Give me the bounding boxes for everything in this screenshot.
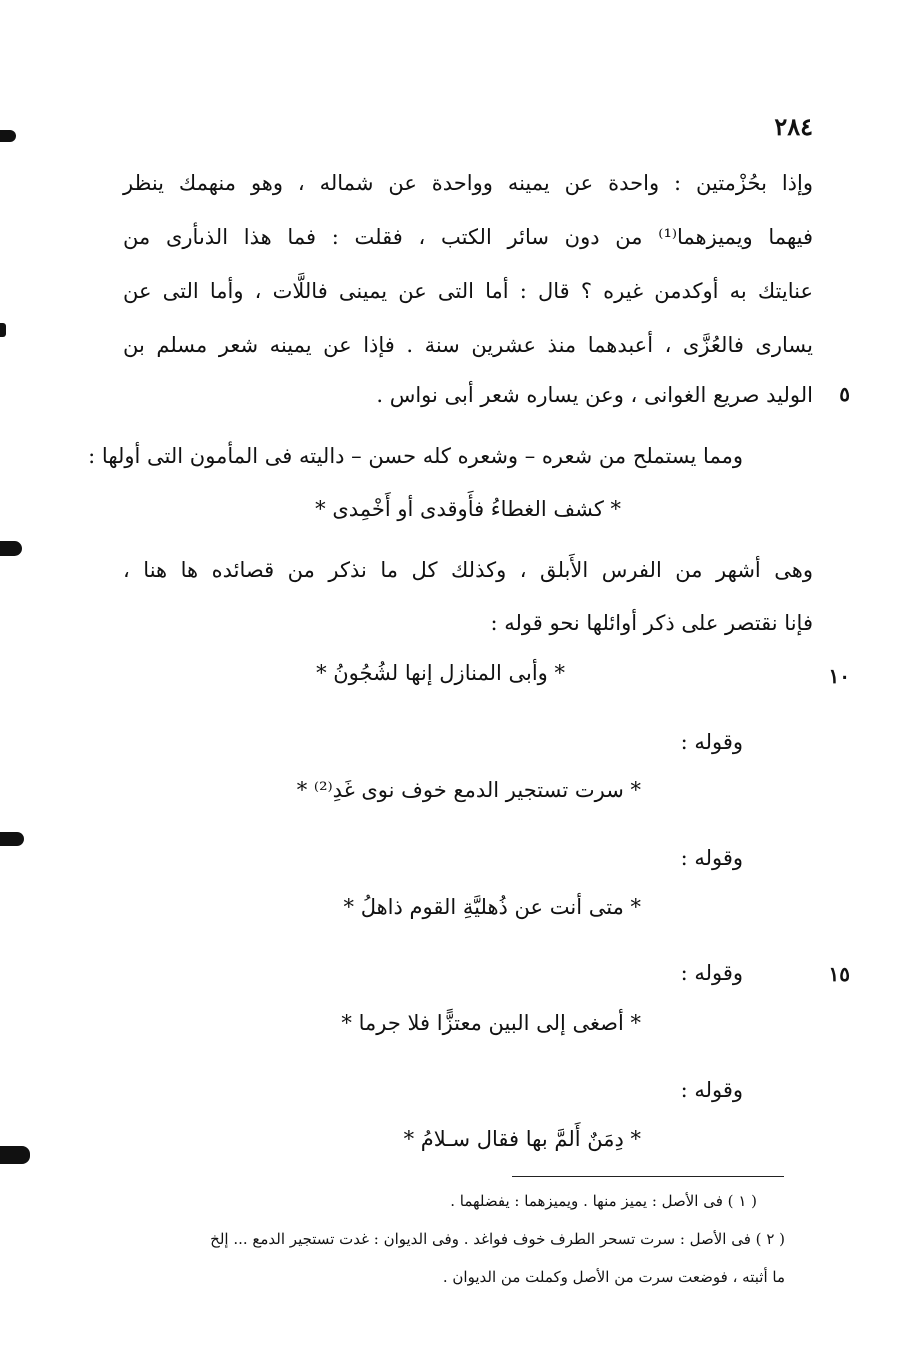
paragraph-3-line-2: فإنا نقتصر على ذكر أوائلها نحو قوله : bbox=[490, 611, 813, 635]
footnote-2: ( ٢ ) فى الأصل : سرت تسحر الطرف خوف فواغد . وفى الديوان : غدت تستجير الدمع ... إلخ bbox=[210, 1230, 785, 1248]
footnote-separator bbox=[512, 1176, 784, 1177]
page-number: ٢٨٤ bbox=[774, 112, 813, 141]
paragraph-1-line-5: الوليد صريع الغوانى ، وعن يساره شعر أبى نواس . bbox=[376, 383, 813, 407]
label-qawluh-3: وقوله : bbox=[680, 961, 743, 985]
scan-margin-mark bbox=[0, 541, 22, 556]
line-number-10: ١٠ bbox=[828, 664, 850, 688]
verse-6: * دِمَنٌ أَلمَّ بها فقال سـلامُ * bbox=[403, 1127, 641, 1151]
label-qawluh-4: وقوله : bbox=[680, 1078, 743, 1102]
paragraph-1-line-4: يسارى فالعُزَّى ، أعبدهما منذ عشرين سنة . فإذا عن يمينه شعر مسلم بن bbox=[123, 333, 813, 357]
verse-5: * أصغى إلى البين معتزًّا فلا جرما * bbox=[341, 1011, 641, 1035]
line-number-15: ١٥ bbox=[828, 962, 850, 986]
paragraph-1-line-1: وإذا بحُزْمتين : واحدة عن يمينه وواحدة عن شماله ، وهو منهمك ينظر bbox=[123, 171, 813, 195]
label-qawluh-1: وقوله : bbox=[680, 730, 743, 754]
paragraph-1-line-2: فيهما ويميزهما⁽¹⁾ من دون سائر الكتب ، فقلت : فما هذا الذىأرى من bbox=[123, 225, 814, 249]
scan-margin-mark bbox=[0, 1146, 30, 1164]
label-qawluh-2: وقوله : bbox=[680, 846, 743, 870]
verse-4: * متى أنت عن ذُهليَّةِ القوم ذاهلُ * bbox=[343, 895, 641, 919]
paragraph-3-line-1: وهى أشهر من الفرس الأَبلق ، وكذلك كل ما نذكر من قصائده ها هنا ، bbox=[123, 558, 813, 582]
verse-2: * وأبى المنازل إنها لشُجُونُ * bbox=[316, 661, 565, 685]
scan-margin-mark bbox=[0, 130, 16, 142]
line-number-5: ٥ bbox=[839, 382, 850, 406]
footnote-2-continued: ما أثبته ، فوضعت سرت من الأصل وكملت من الديوان . bbox=[442, 1268, 785, 1286]
scan-margin-mark bbox=[0, 323, 6, 337]
verse-1: * كشف الغطاءُ فأَوقدى أو أَخْمِدى * bbox=[315, 497, 621, 521]
paragraph-2: ومما يستملح من شعره – وشعره كله حسن – داليته فى المأمون التى أولها : bbox=[88, 444, 743, 468]
paragraph-1-line-3: عنايتك به أوكدمن غيره ؟ قال : أما التى عن يمينى فاللَّات ، وأما التى عن bbox=[123, 279, 813, 303]
footnote-1: ( ١ ) فى الأصل : يميز منها . ويميزهما : يفضلهما . bbox=[450, 1192, 757, 1210]
scan-margin-mark bbox=[0, 832, 24, 846]
verse-3: * سرت تستجير الدمع خوف نوى غَدِ⁽²⁾ * bbox=[296, 778, 641, 802]
